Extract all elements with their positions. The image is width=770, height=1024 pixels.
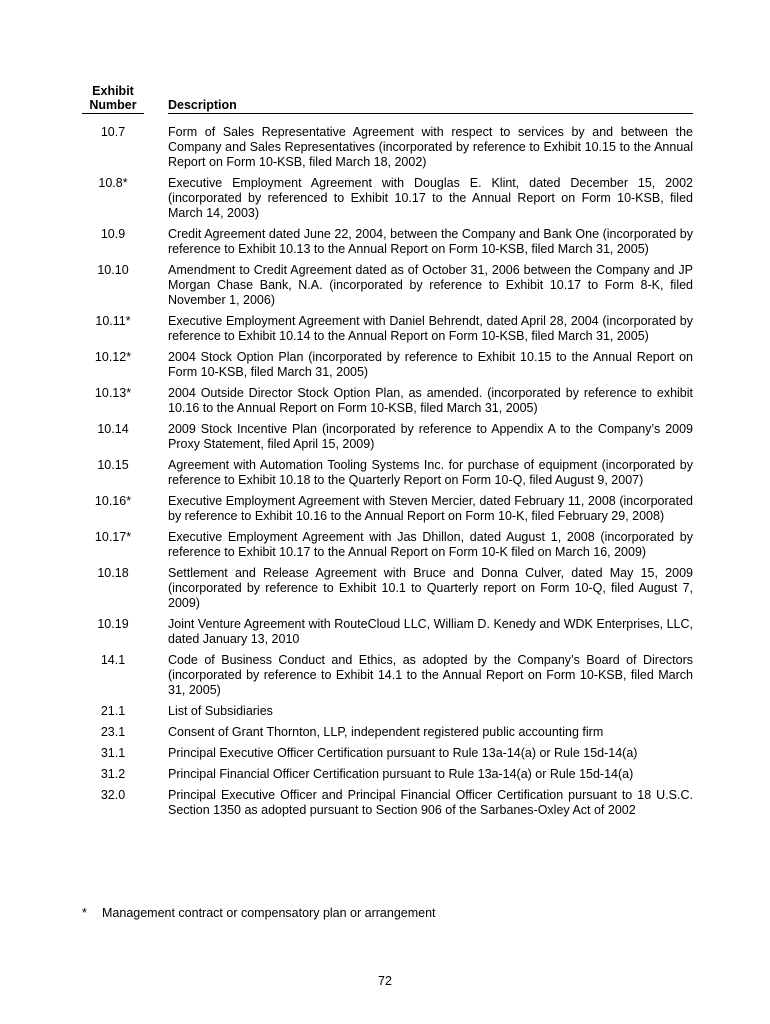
exhibit-row [82, 176, 693, 221]
exhibit-row [82, 422, 693, 452]
exhibit-number: 10.8* [98, 176, 128, 190]
exhibit-number: 10.16* [94, 494, 132, 508]
exhibit-description: Credit Agreement dated June 22, 2004, between the Company and Bank One (incorporated by reference to Exhibit 10.13 to the Annual Report on Form 10-KSB, filed March 31, 2005) [168, 227, 693, 256]
exhibit-row [82, 227, 693, 257]
footnote-text: Management contract or compensatory plan or arrangement [102, 906, 436, 920]
footnote [82, 906, 436, 921]
exhibit-row [82, 725, 693, 740]
exhibit-description: Consent of Grant Thornton, LLP, independent registered public accounting firm [168, 725, 604, 739]
exhibit-header-line2: Number [89, 98, 137, 112]
exhibit-table-header [82, 84, 693, 112]
exhibit-header-line1: Exhibit [92, 84, 134, 98]
exhibit-description: Form of Sales Representative Agreement with respect to services by and between the Company and Sales Representatives (incorporated by reference to Exhibit 10.15 to the Annual Report on Form 10-KSB, filed March 18, 2002) [168, 125, 693, 169]
exhibit-description: List of Subsidiaries [168, 704, 273, 718]
exhibit-description: 2004 Stock Option Plan (incorporated by reference to Exhibit 10.15 to the Annual Report on Form 10-KSB, filed March 31, 2005) [168, 350, 693, 379]
exhibit-description: Principal Financial Officer Certification pursuant to Rule 13a-14(a) or Rule 15d-14(a) [168, 767, 634, 781]
page-number: 72 [378, 974, 392, 988]
exhibit-description: 2004 Outside Director Stock Option Plan, as amended. (incorporated by reference to exhibit 10.16 to the Annual Report on Form 10-KSB, filed March 31, 2005) [168, 386, 693, 415]
exhibit-description: Executive Employment Agreement with Douglas E. Klint, dated December 15, 2002 (incorporated by referenced to Exhibit 10.17 to the Annual Report on Form 10-KSB, filed March 14, 2003) [168, 176, 693, 220]
exhibit-description: 2009 Stock Incentive Plan (incorporated by reference to Appendix A to the Company’s 2009 Proxy Statement, filed April 15, 2009) [168, 422, 693, 451]
exhibit-number: 14.1 [100, 653, 126, 667]
exhibit-description: Principal Executive Officer and Principal Financial Officer Certification pursuant to 18 U.S.C. Section 1350 as adopted pursuant to Section 906 of the Sarbanes-Oxley Act of 2002 [168, 788, 693, 817]
exhibit-row [82, 653, 693, 698]
exhibit-row [82, 494, 693, 524]
exhibit-number: 31.1 [100, 746, 126, 760]
exhibit-row [82, 125, 693, 170]
exhibit-row [82, 350, 693, 380]
exhibit-number: 10.11* [95, 314, 131, 328]
exhibit-number: 10.17* [94, 530, 132, 544]
exhibit-number: 32.0 [100, 788, 126, 802]
exhibit-row [82, 617, 693, 647]
exhibit-row [82, 566, 693, 611]
exhibit-description: Joint Venture Agreement with RouteCloud LLC, William D. Kenedy and WDK Enterprises, LLC, dated January 13, 2010 [168, 617, 693, 646]
exhibit-row [82, 458, 693, 488]
exhibit-number: 23.1 [100, 725, 126, 739]
exhibit-row [82, 746, 693, 761]
exhibit-row [82, 386, 693, 416]
exhibit-number: 10.13* [94, 386, 132, 400]
exhibit-description: Executive Employment Agreement with Daniel Behrendt, dated April 28, 2004 (incorporated by reference to Exhibit 10.14 to the Annual Report on Form 10-KSB, filed March 31, 2005) [168, 314, 693, 343]
exhibit-description: Code of Business Conduct and Ethics, as adopted by the Company’s Board of Directors (incorporated by reference to Exhibit 14.1 to the Annual Report on Form 10-KSB, filed March 31, 2005) [168, 653, 693, 697]
exhibit-row [82, 530, 693, 560]
exhibit-description: Settlement and Release Agreement with Bruce and Donna Culver, dated May 15, 2009 (incorporated by reference to Exhibit 10.1 to Quarterly report on Form 10-Q, filed August 7, 2009) [168, 566, 693, 610]
exhibit-row [82, 788, 693, 818]
exhibit-row [82, 314, 693, 344]
exhibit-row [82, 263, 693, 308]
exhibit-number: 10.12* [94, 350, 132, 364]
exhibit-description: Executive Employment Agreement with Jas Dhillon, dated August 1, 2008 (incorporated by reference to Exhibit 10.17 to the Annual Report on Form 10-K filed on March 16, 2009) [168, 530, 693, 559]
exhibit-number: 10.15 [97, 458, 129, 472]
footnote-mark: * [82, 906, 87, 920]
description-header: Description [168, 98, 693, 114]
exhibit-number: 31.2 [100, 767, 126, 781]
exhibit-number: 10.7 [100, 125, 126, 139]
exhibit-number: 10.18 [97, 566, 129, 580]
exhibit-description: Agreement with Automation Tooling Systems Inc. for purchase of equipment (incorporated by reference to Exhibit 10.18 to the Quarterly Report on Form 10-Q, filed August 9, 2007) [168, 458, 693, 487]
exhibit-description: Executive Employment Agreement with Steven Mercier, dated February 11, 2008 (incorporated by reference to Exhibit 10.16 to the Annual Report on Form 10-K, filed February 29, 2008) [168, 494, 693, 523]
exhibit-description: Amendment to Credit Agreement dated as of October 31, 2006 between the Company and JP Morgan Chase Bank, N.A. (incorporated by reference to Exhibit 10.17 to Form 8-K, filed November 1, 2006) [168, 263, 693, 307]
exhibit-row [82, 704, 693, 719]
exhibit-row [82, 767, 693, 782]
exhibit-number-header [82, 84, 144, 114]
exhibit-list [82, 125, 693, 824]
exhibit-number: 10.9 [100, 227, 126, 241]
exhibit-number: 21.1 [100, 704, 126, 718]
exhibit-number: 10.14 [97, 422, 129, 436]
exhibit-description: Principal Executive Officer Certification pursuant to Rule 13a-14(a) or Rule 15d-14(a) [168, 746, 638, 760]
exhibit-number: 10.19 [97, 617, 129, 631]
exhibit-number: 10.10 [97, 263, 129, 277]
